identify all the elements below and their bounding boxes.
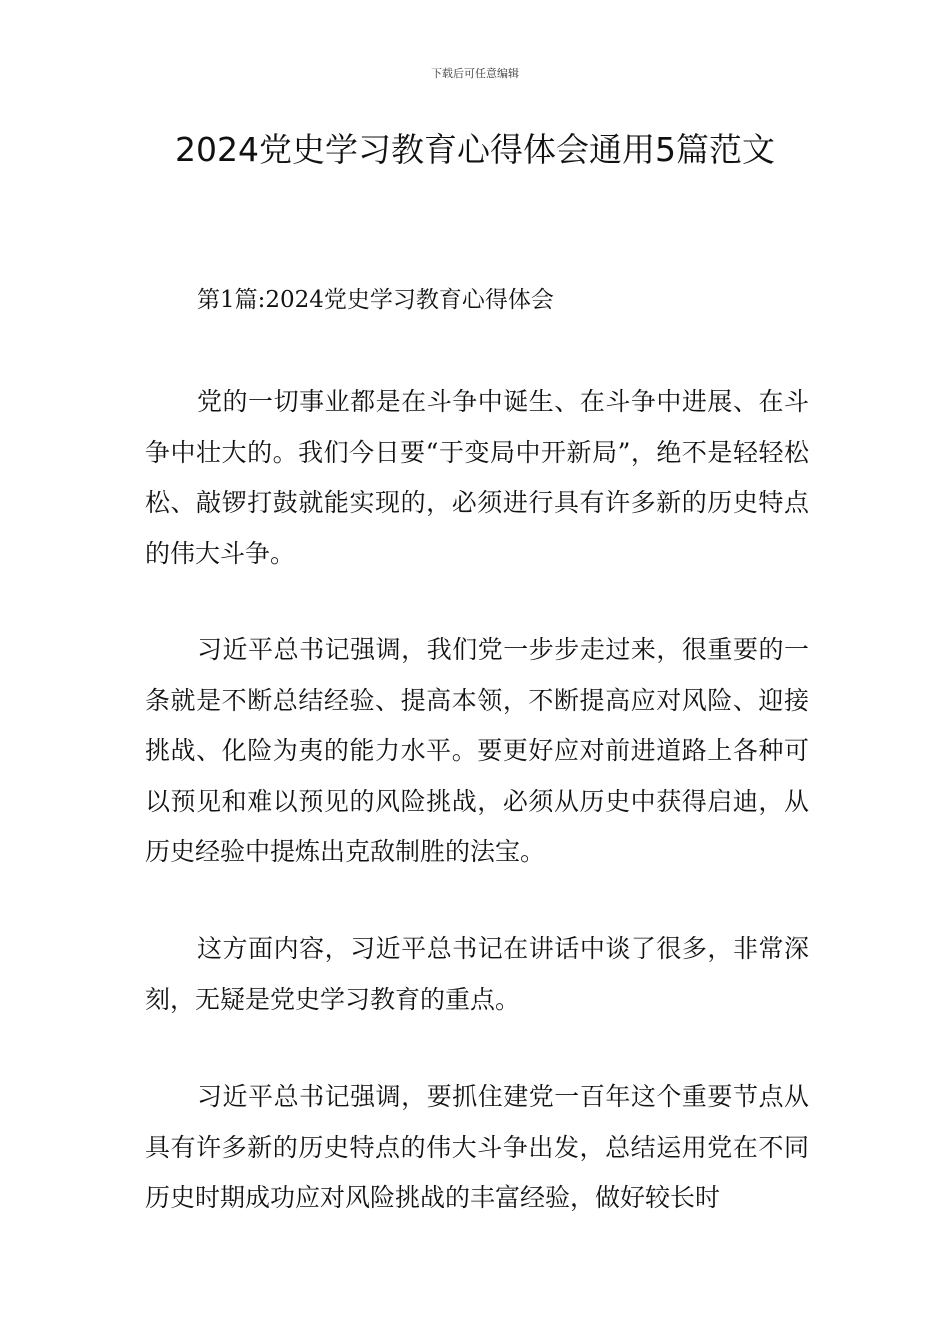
header-note: 下载后可任意编辑 xyxy=(431,67,519,80)
body-paragraph: 这方面内容，习近平总书记在讲话中谈了很多，非常深刻，无疑是党史学习教育的重点。 xyxy=(145,934,809,1014)
body-paragraph: 党的一切事业都是在斗争中诞生、在斗争中进展、在斗争中壮大的。我们今日要“于变局中开新局”，绝不是轻轻松松、敲锣打鼓就能实现的，必须进行具有许多新的历史特点的伟大斗争。 xyxy=(145,387,809,568)
section-heading: 第1篇:2024党史学习教育心得体会 xyxy=(197,287,554,313)
body-paragraph: 习近平总书记强调，要抓住建党一百年这个重要节点从具有许多新的历史特点的伟大斗争出发，总结运用党在不同历史时期成功应对风险挑战的丰富经验，做好较长时 xyxy=(145,1082,809,1212)
document-title: 2024党史学习教育心得体会通用5篇范文 xyxy=(175,130,775,169)
body-paragraph: 习近平总书记强调，我们党一步步走过来，很重要的一条就是不断总结经验、提高本领，不断提高应对风险、迎接挑战、化险为夷的能力水平。要更好应对前进道路上各种可以预见和难以预见的风险挑战，必须从历史中获得启迪，从历史经验中提炼出克敌制胜的法宝。 xyxy=(145,635,809,866)
